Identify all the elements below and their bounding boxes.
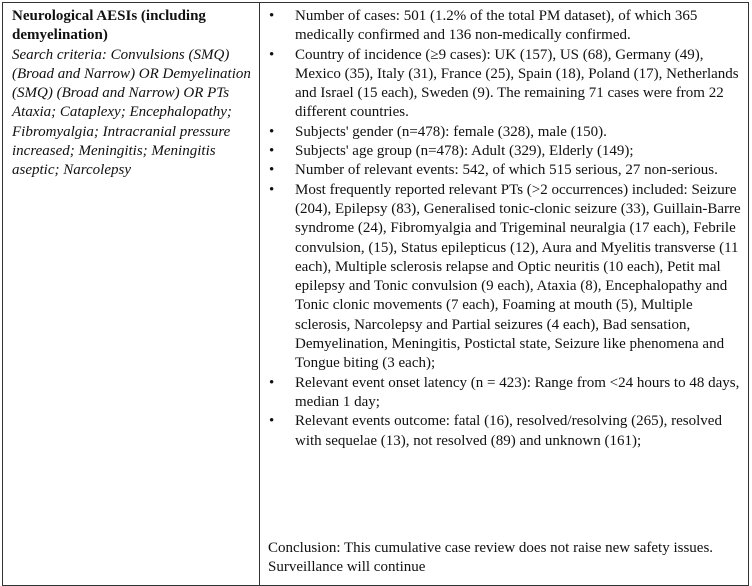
bullet-icon: • [269,46,275,63]
right-cell [265,7,747,576]
left-cell [12,7,252,181]
list-item-text: Number of cases: 501 (1.2% of the total PM dataset), of which 365 medically confirmed and 136 non-medically confirmed. [295,8,698,44]
bullet-icon: • [269,143,275,160]
aesi-table [2,2,749,586]
search-criteria: Search criteria: Convulsions (SMQ) (Broad and Narrow) OR Demyelination (SMQ) (Broad and Narrow) OR PTs Ataxia; Cataplexy; Encephalopathy; Fibromyalgia; Intracranial pressure increased; Meningitis; Meningitis aseptic; Narcolepsy [12,46,251,179]
bullet-icon: • [269,123,275,140]
list-item-text: Subjects' gender (n=478): female (328), male (150). [295,123,607,140]
list-item-text: Number of relevant events: 542, of which 515 serious, 27 non-serious. [295,162,718,179]
list-item [265,46,747,123]
bullet-icon: • [269,374,275,391]
column-divider [259,3,260,585]
list-item [265,7,747,46]
list-item [265,374,747,413]
bullet-icon: • [269,8,275,24]
section-heading: Neurological AESIs (including demyelination) [12,8,206,44]
list-item-text: Country of incidence (≥9 cases): UK (157), US (68), Germany (49), Mexico (35), Italy (31), France (25), Spain (18), Poland (17), Netherlands and Israel (15 each), Sweden (9). The remaining 71 cases were from 22 different countries. [295,46,739,121]
list-item [265,123,747,142]
list-item-text: Relevant events outcome: fatal (16), resolved/resolving (265), resolved with sequelae (13), not resolved (89) and unknown (161); [295,413,722,449]
conclusion-text: Conclusion: This cumulative case review does not raise new safety issues. Surveillance will continue [268,540,714,576]
list-item [265,161,747,180]
bullet-icon: • [269,162,275,179]
list-item-text: Most frequently reported relevant PTs (>2 occurrences) included: Seizure (204), Epilepsy (83), Generalised tonic-clonic seizure (33), Guillain-Barre syndrome (24), Fibromyalgia and Trigeminal neuralgia (17 each), Febrile convulsion, (15), Status epilepticus (12), Aura and Myelitis transverse (11 each), Multiple sclerosis relapse and Optic neuritis (10 each), Petit mal epilepsy and Tonic convulsion (9 each), Ataxia (8), Encephalopathy and Tonic clonic movements (7 each), Foaming at mouth (5), Multiple sclerosis, Narcolepsy and Partial seizures (4 each), Bad sensation, Demyelination, Meningitis, Postictal state, Seizure like phenomena and Tongue biting (3 each); [295,181,741,372]
list-item [265,142,747,161]
list-item [265,181,747,374]
bullet-icon: • [269,413,275,430]
bullet-icon: • [269,181,275,198]
findings-list [265,7,747,451]
list-item-text: Subjects' age group (n=478): Adult (329), Elderly (149); [295,143,634,160]
list-item [265,412,747,451]
list-item-text: Relevant event onset latency (n = 423): Range from <24 hours to 48 days, median 1 day; [295,374,740,410]
